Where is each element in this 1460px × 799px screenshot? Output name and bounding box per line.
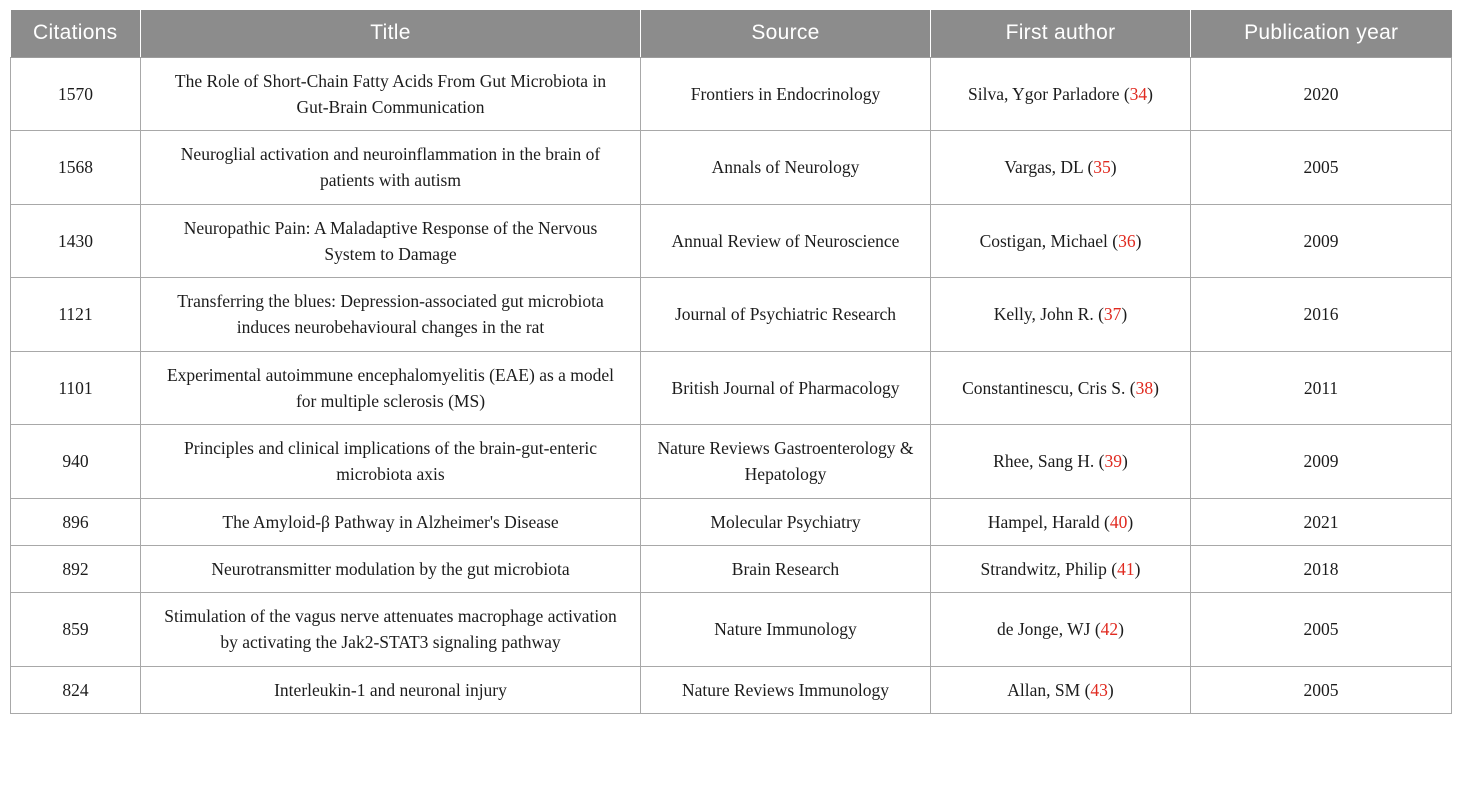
citations-cell: 1568 xyxy=(11,131,141,205)
author-name: Hampel, Harald xyxy=(987,511,1100,532)
ref-close-paren: ) xyxy=(1153,377,1159,398)
table-header xyxy=(11,10,1452,57)
ref-open-paren: ( xyxy=(1123,83,1130,104)
author-name: Rhee, Sang H. xyxy=(993,451,1095,472)
ref-close-paren: ) xyxy=(1110,157,1117,178)
table-row xyxy=(11,278,1452,352)
publication-year-cell: 2005 xyxy=(1191,593,1452,667)
table-row xyxy=(11,425,1452,499)
table-row xyxy=(11,351,1452,425)
ref-open-paren: ( xyxy=(1098,304,1104,325)
reference-number-link[interactable]: 40 xyxy=(1109,511,1128,532)
most-cited-articles-table xyxy=(10,10,1452,714)
first-author-cell xyxy=(931,666,1191,713)
publication-year-cell: 2005 xyxy=(1191,131,1452,205)
publication-year-cell: 2011 xyxy=(1191,351,1452,425)
ref-close-paren: ) xyxy=(1118,619,1124,640)
ref-close-paren: ) xyxy=(1107,679,1114,700)
citations-cell: 892 xyxy=(11,545,141,592)
citations-cell: 1101 xyxy=(11,351,141,425)
publication-year-cell: 2018 xyxy=(1191,545,1452,592)
publication-year-cell: 2005 xyxy=(1191,666,1452,713)
source-cell: Journal of Psychiatric Research xyxy=(641,278,931,352)
first-author-cell xyxy=(931,57,1191,131)
publication-year-cell: 2016 xyxy=(1191,278,1452,352)
ref-close-paren: ) xyxy=(1121,304,1128,325)
reference-number-link[interactable]: 35 xyxy=(1093,157,1111,178)
header-title: Title xyxy=(141,10,641,57)
table-row xyxy=(11,498,1452,545)
source-cell: Frontiers in Endocrinology xyxy=(641,57,931,131)
title-cell: The Amyloid-β Pathway in Alzheimer's Disease xyxy=(141,498,641,545)
citations-cell: 1570 xyxy=(11,57,141,131)
table-row xyxy=(11,593,1452,667)
title-cell: Neuroglial activation and neuroinflammation in the brain of patients with autism xyxy=(141,131,641,205)
citations-cell: 940 xyxy=(11,425,141,499)
table-body xyxy=(11,57,1452,713)
publication-year-cell: 2009 xyxy=(1191,425,1452,499)
source-cell: Nature Immunology xyxy=(641,593,931,667)
first-author-cell xyxy=(931,425,1191,499)
author-name: Strandwitz, Philip xyxy=(980,558,1107,579)
title-cell: Experimental autoimmune encephalomyelitis (EAE) as a model for multiple sclerosis (MS) xyxy=(141,351,641,425)
reference-number-link[interactable]: 36 xyxy=(1118,230,1136,251)
first-author-cell xyxy=(931,351,1191,425)
ref-close-paren: ) xyxy=(1134,558,1141,579)
author-name: de Jonge, WJ xyxy=(996,619,1091,640)
citations-cell: 1121 xyxy=(11,278,141,352)
ref-open-paren: ( xyxy=(1098,451,1105,472)
source-cell: Annual Review of Neuroscience xyxy=(641,204,931,278)
reference-number-link[interactable]: 34 xyxy=(1129,83,1148,104)
ref-close-paren: ) xyxy=(1121,451,1128,472)
author-name: Allan, SM xyxy=(1007,679,1081,700)
ref-open-paren: ( xyxy=(1084,679,1091,700)
citations-cell: 896 xyxy=(11,498,141,545)
reference-number-link[interactable]: 38 xyxy=(1135,377,1154,398)
ref-open-paren: ( xyxy=(1087,157,1094,178)
title-cell: Neurotransmitter modulation by the gut microbiota xyxy=(141,545,641,592)
citations-cell: 1430 xyxy=(11,204,141,278)
reference-number-link[interactable]: 43 xyxy=(1090,679,1108,700)
ref-open-paren: ( xyxy=(1103,511,1110,532)
table-row xyxy=(11,666,1452,713)
first-author-cell xyxy=(931,498,1191,545)
publication-year-cell: 2021 xyxy=(1191,498,1452,545)
ref-open-paren: ( xyxy=(1112,230,1119,251)
header-source: Source xyxy=(641,10,931,57)
source-cell: British Journal of Pharmacology xyxy=(641,351,931,425)
ref-close-paren: ) xyxy=(1127,511,1134,532)
ref-close-paren: ) xyxy=(1135,230,1142,251)
header-first-author: First author xyxy=(931,10,1191,57)
author-name: Costigan, Michael xyxy=(979,230,1108,251)
table-row xyxy=(11,545,1452,592)
title-cell: Principles and clinical implications of the brain-gut-enteric microbiota axis xyxy=(141,425,641,499)
source-cell: Nature Reviews Gastroenterology & Hepatology xyxy=(641,425,931,499)
first-author-cell xyxy=(931,204,1191,278)
header-citations: Citations xyxy=(11,10,141,57)
source-cell: Nature Reviews Immunology xyxy=(641,666,931,713)
first-author-cell xyxy=(931,278,1191,352)
source-cell: Annals of Neurology xyxy=(641,131,931,205)
author-name: Silva, Ygor Parladore xyxy=(968,83,1120,104)
ref-close-paren: ) xyxy=(1147,83,1153,104)
reference-number-link[interactable]: 42 xyxy=(1100,619,1119,640)
source-cell: Molecular Psychiatry xyxy=(641,498,931,545)
table-row xyxy=(11,131,1452,205)
reference-number-link[interactable]: 39 xyxy=(1104,451,1122,472)
title-cell: Stimulation of the vagus nerve attenuates macrophage activation by activating the Jak2-STAT3 signaling pathway xyxy=(141,593,641,667)
citations-cell: 859 xyxy=(11,593,141,667)
author-name: Constantinescu, Cris S. xyxy=(962,377,1126,398)
author-name: Kelly, John R. xyxy=(993,304,1094,325)
first-author-cell xyxy=(931,131,1191,205)
title-cell: The Role of Short-Chain Fatty Acids From Gut Microbiota in Gut-Brain Communication xyxy=(141,57,641,131)
header-row xyxy=(11,10,1452,57)
title-cell: Neuropathic Pain: A Maladaptive Response of the Nervous System to Damage xyxy=(141,204,641,278)
publication-year-cell: 2020 xyxy=(1191,57,1452,131)
citations-cell: 824 xyxy=(11,666,141,713)
title-cell: Transferring the blues: Depression-associated gut microbiota induces neurobehavioural changes in the rat xyxy=(141,278,641,352)
header-publication-year: Publication year xyxy=(1191,10,1452,57)
publication-year-cell: 2009 xyxy=(1191,204,1452,278)
reference-number-link[interactable]: 41 xyxy=(1117,558,1135,579)
ref-open-paren: ( xyxy=(1129,377,1136,398)
ref-open-paren: ( xyxy=(1111,558,1118,579)
ref-open-paren: ( xyxy=(1094,619,1101,640)
table-row xyxy=(11,204,1452,278)
source-cell: Brain Research xyxy=(641,545,931,592)
first-author-cell xyxy=(931,545,1191,592)
title-cell: Interleukin-1 and neuronal injury xyxy=(141,666,641,713)
table-row xyxy=(11,57,1452,131)
first-author-cell xyxy=(931,593,1191,667)
reference-number-link[interactable]: 37 xyxy=(1103,304,1122,325)
author-name: Vargas, DL xyxy=(1004,157,1084,178)
